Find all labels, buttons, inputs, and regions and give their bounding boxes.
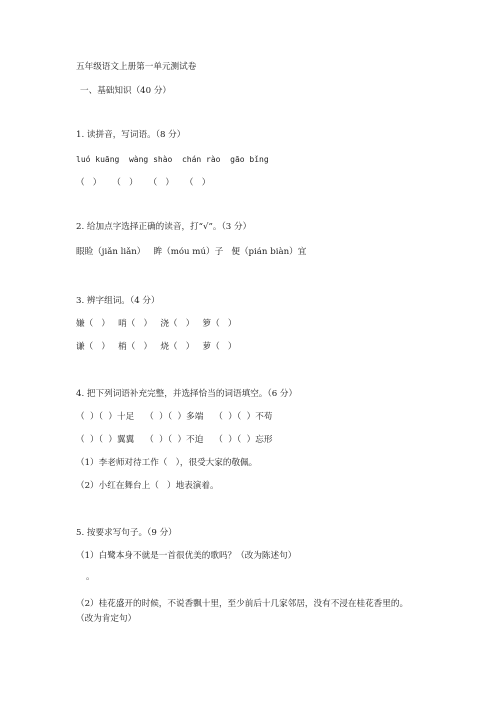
q1-pinyin: luó kuāng wàng shào chán rào gāo bǐng: [76, 155, 269, 164]
q3-heading: 3. 辨字组词。（4 分）: [76, 296, 160, 306]
q5-sentence-1-end: 。: [86, 572, 95, 582]
q4-sentence-1: （1）李老师对待工作（ ），很受大家的敬佩。: [76, 458, 258, 468]
q1-heading: 1. 读拼音，写词语。（8 分）: [76, 130, 186, 140]
q5-sentence-2-instruction: （改为肯定句）: [76, 614, 137, 624]
q2-heading: 2. 给加点字选择正确的读音，打“√”。（3 分）: [76, 222, 252, 232]
q4-row-2: （ ）（ ）翼翼 （ ）（ ）不迫 （ ）（ ）忘形: [76, 435, 273, 445]
q4-heading: 4. 把下列词语补充完整，并选择恰当的词语填空。（6 分）: [76, 389, 298, 399]
q4-row-1: （ ）（ ）十足 （ ）（ ）多端 （ ）（ ）不苟: [76, 412, 273, 422]
q2-options: 眼睑（jiǎn liǎn） 眸（móu mú）子 便（pián biàn）宜: [76, 247, 307, 257]
q5-heading: 5. 按要求写句子。（9 分）: [76, 528, 177, 538]
q3-row-2: 谦（ ） 梢（ ） 烧（ ） 萝（ ）: [76, 342, 237, 352]
section-heading: 一、基础知识（40 分）: [80, 86, 172, 96]
q3-row-1: 嫌（ ） 哨（ ） 浇（ ） 箩（ ）: [76, 319, 237, 329]
q1-answer-blanks: （ ） （ ） （ ） （ ）: [76, 178, 211, 188]
q4-sentence-2: （2）小红在舞台上（ ）地表演着。: [76, 481, 219, 491]
page-title: 五年级语文上册第一单元测试卷: [76, 62, 197, 72]
q5-sentence-1: （1）白鹭本身不就是一首很优美的歌吗？（改为陈述句）: [76, 551, 297, 561]
q5-sentence-2: （2）桂花盛开的时候，不说香飘十里，至少前后十几家邻居，没有不浸在桂花香里的。: [76, 599, 409, 609]
